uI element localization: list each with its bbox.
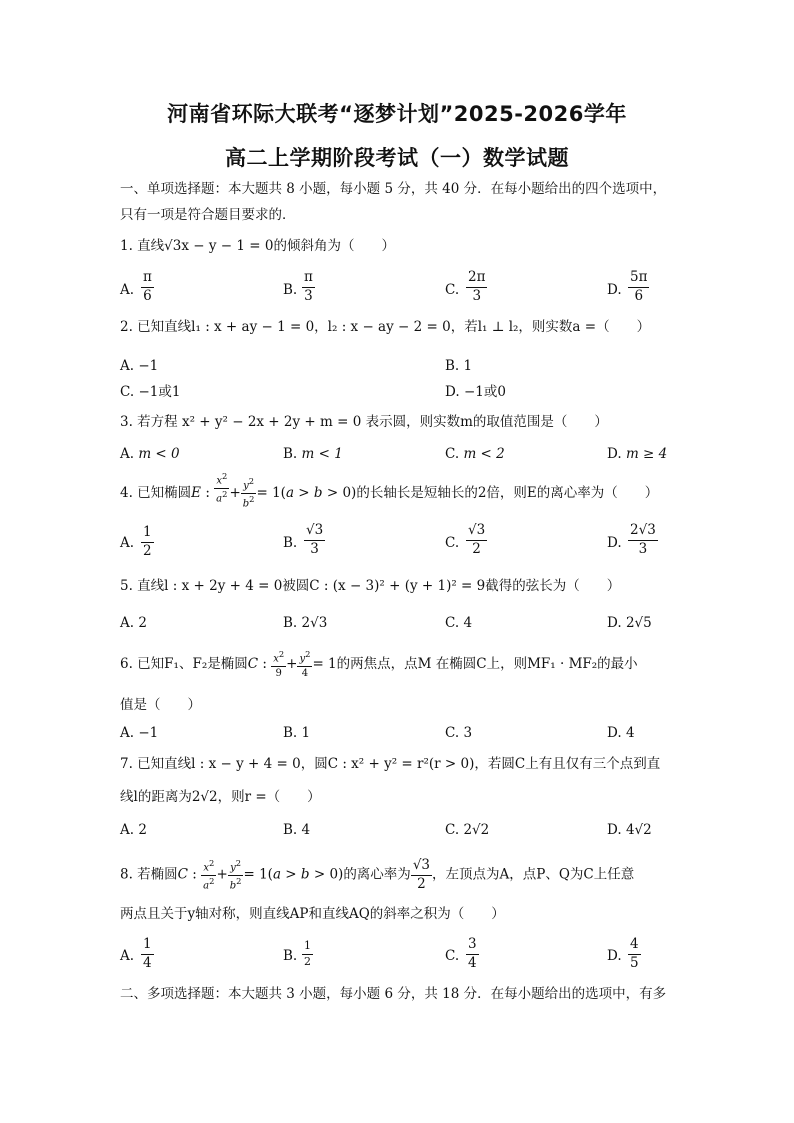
q6-stem-cont: 值是（ ）: [120, 697, 201, 713]
q1-option-c-value: $\frac{2\pi}{3}$: [468, 269, 486, 304]
section1-instructions-cont: 只有一项是符合题目要求的．: [120, 207, 296, 223]
q4-stem: 4. 已知椭圆E : $\frac{x^2}{a^2}$ + $\frac{y^2}{b^2}$ = 1(a > b > 0)的长轴长是短轴长的2倍，则E的离心率为（ ）: [120, 471, 659, 510]
q1-option-d-value: $\frac{5\pi}{6}$: [630, 269, 648, 304]
q1-stem: 1. 直线√3x − y − 1 = 0的倾斜角为（ ）: [120, 238, 395, 254]
q4-option-d-value: $\frac{2√3}{3}$: [630, 522, 656, 557]
q7-stem: 7. 已知直线l : x − y + 4 = 0，圆C : x² + y² = r²(r > 0)，若圆C上有且仅有三个点到直: [120, 756, 661, 772]
q2-stem: 2. 已知直线l₁ : x + ay − 1 = 0，l₂ : x − ay − 2 = 0，若l₁ ⊥ l₂，则实数a =（ ）: [120, 319, 651, 335]
q2-option-d: D. −1或0: [445, 384, 506, 400]
q3-option-b: B. m < 1: [283, 446, 343, 462]
q3-option-c: C. m < 2: [445, 446, 505, 462]
exam-title-line1: 河南省环际大联考“逐梦计划”2025-2026学年: [167, 102, 627, 126]
q7-option-a: A. 2: [120, 822, 147, 838]
q3-option-d: D. m ≥ 4: [607, 446, 668, 462]
q5-option-a: A. 2: [120, 615, 147, 631]
q2-option-c: C. −1或1: [120, 384, 181, 400]
q6-option-a: A. −1: [120, 725, 159, 741]
q6-option-d: D. 4: [607, 725, 635, 741]
q8-option-d-label: D.: [607, 948, 622, 964]
q1-option-b-value: $\frac{\pi}{3}$: [304, 269, 313, 304]
q7-option-c: C. 2√2: [445, 822, 490, 838]
q8-option-a-label: A.: [120, 948, 135, 964]
section1-instructions: 一、单项选择题：本大题共 8 小题，每小题 5 分，共 40 分．在每小题给出的四个选项中，: [120, 181, 667, 197]
q7-option-d: D. 4√2: [607, 822, 652, 838]
q7-option-b: B. 4: [283, 822, 311, 838]
q8-option-c-value: $\frac{3}{4}$: [468, 936, 477, 971]
q1-option-d-label: D.: [607, 282, 622, 298]
q8-option-b-value: $\frac{1}{2}$: [304, 939, 311, 968]
q4-option-b-label: B.: [283, 535, 298, 551]
q5-option-b: B. 2√3: [283, 615, 328, 631]
q4-option-c-value: $\frac{√3}{2}$: [468, 522, 486, 557]
q4-option-b-value: $\frac{√3}{3}$: [306, 522, 324, 557]
q3-stem: 3. 若方程 x² + y² − 2x + 2y + m = 0 表示圆，则实数m的取值范围是（ ）: [120, 414, 608, 430]
q7-stem-cont: 线l的距离为2√2，则r =（ ）: [120, 789, 321, 805]
q8-stem-cont: 两点且关于y轴对称，则直线AP和直线AQ的斜率之积为（ ）: [120, 906, 505, 922]
q1-option-b-label: B.: [283, 282, 298, 298]
section2-instructions: 二、多项选择题：本大题共 3 小题，每小题 6 分，共 18 分．在每小题给出的选项中，有多: [120, 986, 667, 1002]
q2-option-b: B. 1: [445, 358, 473, 374]
q8-option-d-value: $\frac{4}{5}$: [630, 936, 639, 971]
q4-option-c-label: C.: [445, 535, 460, 551]
q5-option-d: D. 2√5: [607, 615, 652, 631]
q2-option-a: A. −1: [120, 358, 159, 374]
q6-option-c: C. 3: [445, 725, 473, 741]
q8-stem: 8. 若椭圆C : $\frac{x^2}{a^2}$ + $\frac{y^2}{b^2}$ = 1(a > b > 0)的离心率为 $\frac{√3}{2}$ ，左顶点为A，点P、Q为C上任意: [120, 857, 635, 892]
exam-title-line2: 高二上学期阶段考试（一）数学试题: [225, 146, 569, 170]
q8-option-c-label: C.: [445, 948, 460, 964]
q4-option-d-label: D.: [607, 535, 622, 551]
q1-option-a-label: A.: [120, 282, 135, 298]
q6-stem: 6. 已知F₁、F₂是椭圆C : $\frac{x^2}{9}$ + $\frac{y^2}{4}$ = 1的两焦点，点M 在椭圆C上，则MF₁ · MF₂的最小: [120, 649, 638, 679]
q1-option-a-value: $\frac{\pi}{6}$: [143, 269, 152, 304]
q4-option-a-value: $\frac{1}{2}$: [143, 524, 152, 559]
q5-stem: 5. 直线l : x + 2y + 4 = 0被圆C : (x − 3)² + (y + 1)² = 9截得的弦长为（ ）: [120, 578, 621, 594]
q3-option-a: A. m < 0: [120, 446, 180, 462]
q4-option-a-label: A.: [120, 535, 135, 551]
q6-option-b: B. 1: [283, 725, 311, 741]
q5-option-c: C. 4: [445, 615, 473, 631]
q8-option-b-label: B.: [283, 948, 298, 964]
q8-option-a-value: $\frac{1}{4}$: [143, 936, 152, 971]
q1-option-c-label: C.: [445, 282, 460, 298]
